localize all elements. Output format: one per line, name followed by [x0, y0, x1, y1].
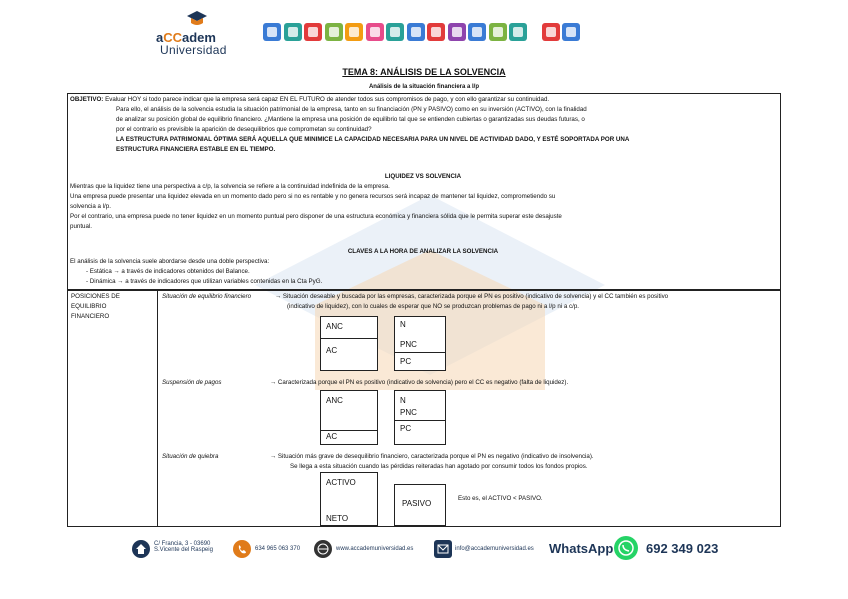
- graduation-cap-icon: [186, 10, 208, 28]
- footer-email[interactable]: info@accademuniversidad.es: [455, 546, 534, 552]
- n-label: N: [400, 320, 406, 329]
- situation-bankruptcy-text: → Situación más grave de desequilibrio financiero, caracterizada porque el PN es negativo (indicativo de insolvencia). Se llega a esta situación cuando las pérdidas reiteradas han agotado por consumir todos los fondos propios.: [270, 453, 594, 470]
- logo-name: aCCadem: [156, 30, 216, 45]
- footer-address: C/ Francia, 3 - 03690 S.Vicente del Raspeig: [154, 541, 213, 553]
- objetivo-section: OBJETIVO: Evaluar HOY si todo parece indicar que la empresa será capaz EN EL FUTURO de atender todos sus compromisos de pago, y con ello garantizar su continuidad. Para ello, el análisis de la solvencia estudia la situación patrimonial de la empresa, tanto en su financiación (PN y PASIVO) como en su inversión (ACTIVO), con la finalidad de analizar su posición global de equilibrio financiero. ¿Mantiene la empresa una posición de equilibrio tal que se entienden cubiertas o garantizadas sus deudas futuras, o por el contrario es previsible la aparición de desequilibrios que comprometan su continuidad? LA ESTRUCTURA PATRIMONIAL ÓPTIMA SERÁ AQUELLA QUE MINIMICE LA CAPACIDAD NECESARIA PARA UN NIVEL DE ACTIVIDAD DADO, Y ESTÉ SOPORTADA POR UNA ESTRUCTURA FINANCIERA ESTABLE EN EL TIEMPO.: [70, 96, 630, 153]
- anc-label: ANC: [326, 322, 343, 331]
- divider: [320, 430, 377, 431]
- footer-whatsapp-label[interactable]: WhatsApp: [549, 541, 614, 556]
- phone-icon: [233, 540, 251, 558]
- percent-icon[interactable]: [427, 23, 445, 41]
- page-title: TEMA 8: ANÁLISIS DE LA SOLVENCIA: [342, 67, 506, 77]
- megaphone-icon[interactable]: [304, 23, 322, 41]
- pnc-label: PNC: [400, 340, 417, 349]
- pasivo-label: PASIVO: [402, 499, 432, 508]
- bankruptcy-note: Esto es, el ACTIVO < PASIVO.: [458, 495, 543, 502]
- anc-label: ANC: [326, 396, 343, 405]
- people-icon[interactable]: [386, 23, 404, 41]
- situation-bankruptcy-title: Situación de quiebra: [162, 453, 219, 460]
- positions-label: POSICIONES DE EQUILIBRIO FINANCIERO: [71, 293, 120, 320]
- pc-label: PC: [400, 424, 412, 433]
- page-subtitle: Análisis de la situación financiera a l/p: [368, 84, 480, 90]
- globe-icon[interactable]: [509, 23, 527, 41]
- book-icon[interactable]: [407, 23, 425, 41]
- divider: [394, 420, 445, 421]
- logo-subtitle: Universidad: [160, 43, 227, 57]
- pc-label: PC: [400, 357, 412, 366]
- puzzle-icon[interactable]: [325, 23, 343, 41]
- heart-icon[interactable]: [366, 23, 384, 41]
- image-icon[interactable]: [263, 23, 281, 41]
- situation-equilibrium-text: → Situación deseable y buscada por las empresas, caracterizada porque el PN es positivo (indicativo de solvencia) y el CC también es positivo (indicativo de liquidez), con lo cuales de esperar que NO se produzcan problemas de pago ni a l/p ni a c/p.: [275, 293, 669, 310]
- ac-label: AC: [326, 432, 338, 441]
- magnifier-icon[interactable]: [468, 23, 486, 41]
- save-icon[interactable]: [284, 23, 302, 41]
- n-label: N: [400, 396, 406, 405]
- divider: [394, 352, 445, 353]
- scale-icon[interactable]: [448, 23, 466, 41]
- positions-divider: [157, 289, 158, 526]
- claves-heading: CLAVES A LA HORA DE ANALIZAR LA SOLVENCIA: [347, 248, 499, 255]
- footer-phone[interactable]: 634 965 063 370: [255, 546, 301, 552]
- globe-icon: [314, 540, 332, 558]
- footer-web[interactable]: www.accademuniversidad.es: [336, 546, 414, 552]
- liquidez-section: Mientras que la liquidez tiene una perspectiva a c/p, la solvencia se refiere a la continuidad indefinida de la empresa. Una empresa puede presentar una liquidez elevada en un momento dado pero si no es rentable y no genera recursos será incapaz de mantener tal liquidez, comprometiendo su solvencia a l/p. Por el contrario, una empresa puede no tener liquidez en un momento puntual pero disponer de una estructura económica y financiera sólida que le permita superar este desajuste puntual.: [70, 183, 562, 230]
- footer-whatsapp-number[interactable]: 692 349 023: [646, 541, 719, 556]
- situation-suspension-title: Suspensión de pagos: [162, 379, 222, 386]
- neto-label: NETO: [326, 514, 349, 523]
- divider: [320, 338, 377, 339]
- claves-section: El análisis de la solvencia suele abordarse desde una doble perspectiva: - Estática → a través de indicadores obtenidos del Balance. - Dinámica → a través de indicadores que utilizan variables contenidas en la Cta PyG.: [70, 258, 323, 285]
- whatsapp-icon: [614, 536, 638, 560]
- person-icon[interactable]: [345, 23, 363, 41]
- situation-equilibrium-title: Situación de equilibrio financiero: [162, 293, 252, 300]
- logo[interactable]: [156, 8, 236, 56]
- home-icon: [132, 540, 150, 558]
- target-icon[interactable]: [489, 23, 507, 41]
- ac-label: AC: [326, 346, 338, 355]
- hospital-icon[interactable]: [562, 23, 580, 41]
- pnc-label: PNC: [400, 408, 417, 417]
- activo-label: ACTIVO: [326, 478, 356, 487]
- liquidez-heading: LIQUIDEZ VS SOLVENCIA: [384, 173, 462, 180]
- situation-suspension-text: → Caracterizada porque el PN es positivo (indicativo de solvencia) pero el CC es negativo (falta de liquidez).: [270, 379, 569, 386]
- bank-icon[interactable]: [542, 23, 560, 41]
- email-icon: [434, 540, 452, 558]
